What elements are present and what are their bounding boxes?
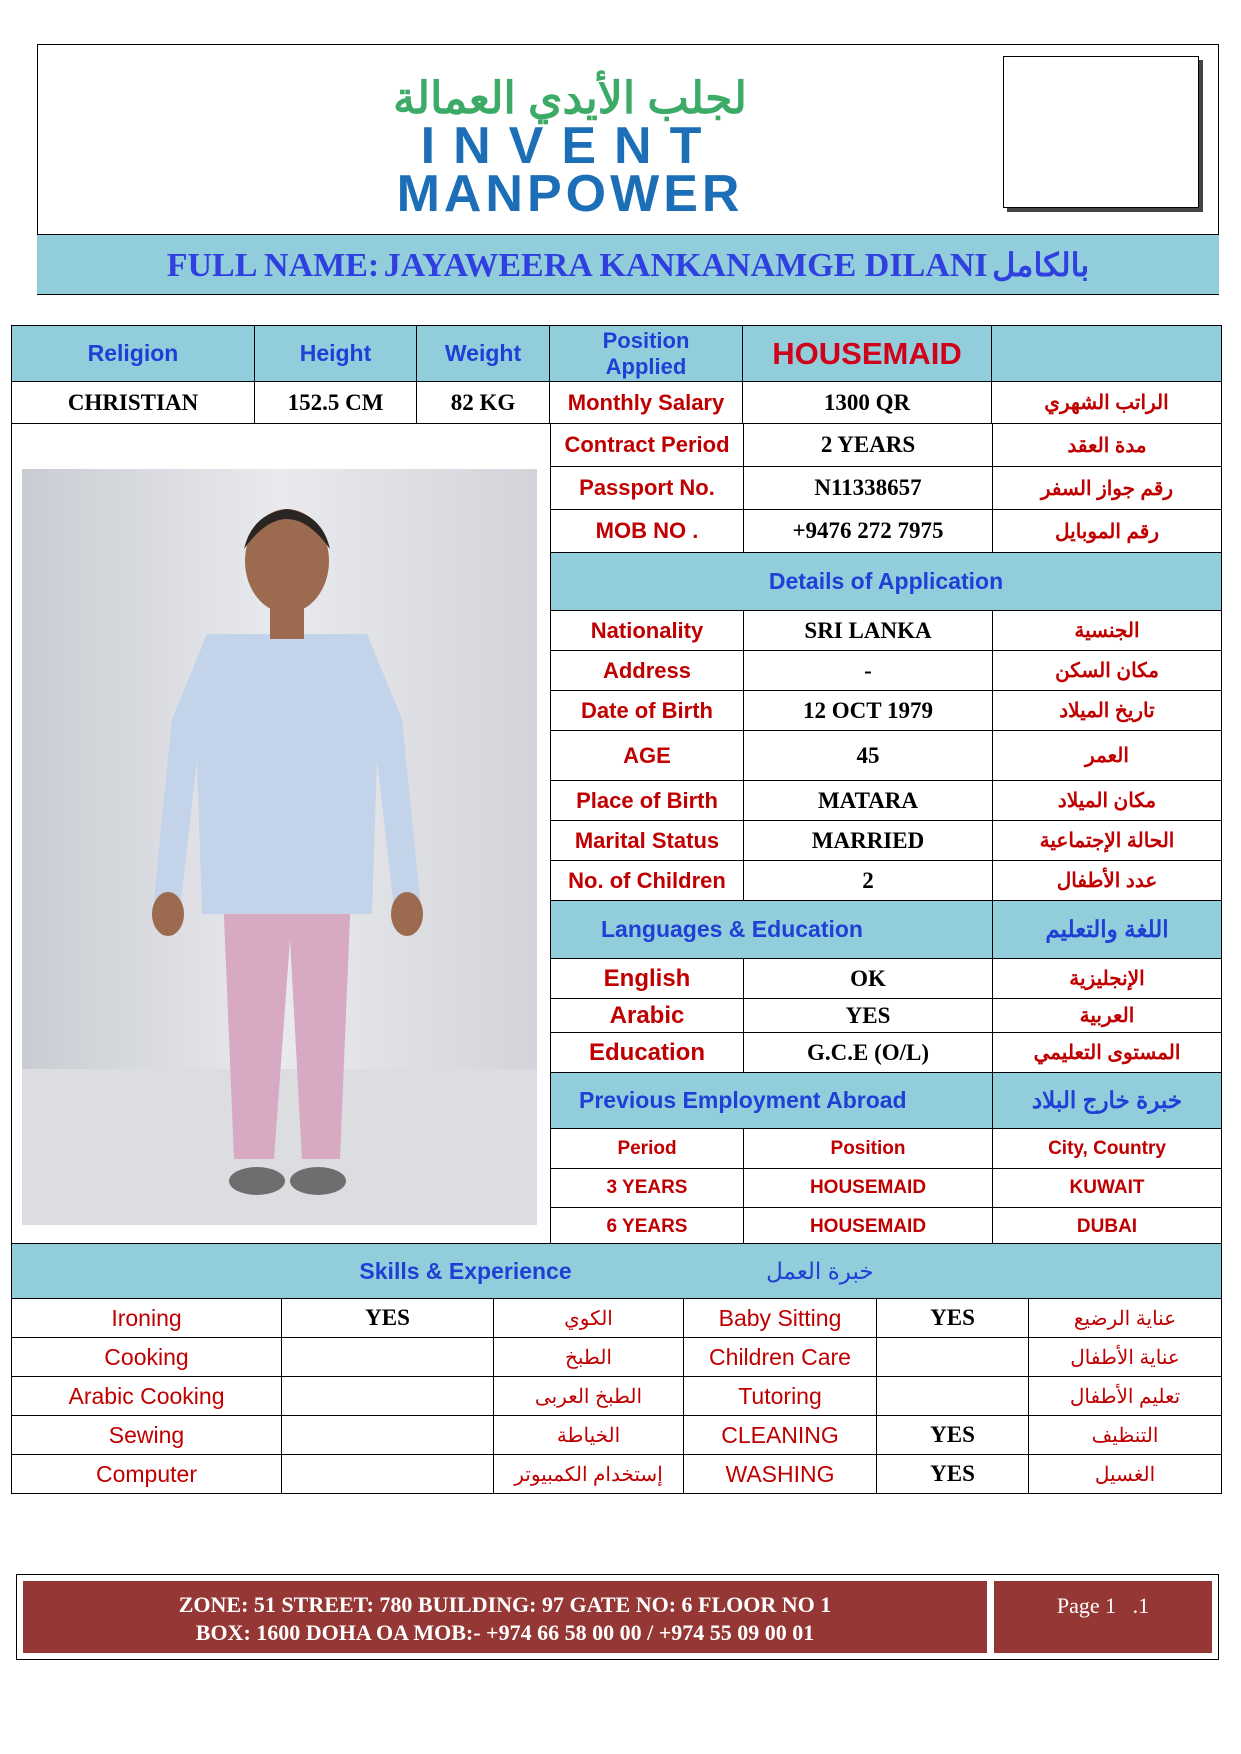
skill-value: YES <box>877 1416 1029 1455</box>
salary-arabic: الراتب الشهري <box>992 382 1222 424</box>
address-value: - <box>744 651 993 691</box>
employment-header: Previous Employment Abroad <box>551 1073 993 1129</box>
skill-value <box>877 1338 1029 1377</box>
skill-value: YES <box>282 1299 494 1338</box>
pob-label: Place of Birth <box>551 781 744 821</box>
employment-row-country: KUWAIT <box>993 1169 1222 1208</box>
marital-arabic: الحالة الإجتماعية <box>993 821 1222 861</box>
employment-row-period: 6 YEARS <box>551 1208 744 1247</box>
top-info-table <box>11 325 1222 424</box>
employment-col-position: Position <box>744 1129 993 1169</box>
logo-line1: INVENT <box>420 117 720 175</box>
english-value: OK <box>744 959 993 999</box>
nationality-arabic: الجنسية <box>993 611 1222 651</box>
skill-label: Arabic Cooking <box>12 1377 282 1416</box>
nationality-value: SRI LANKA <box>744 611 993 651</box>
passport-value: N11338657 <box>744 467 993 510</box>
mobile-value: +9476 272 7975 <box>744 510 993 553</box>
skill-label: Children Care <box>684 1338 877 1377</box>
skill-value <box>877 1377 1029 1416</box>
education-value: G.C.E (O/L) <box>744 1033 993 1073</box>
languages-header-arabic: اللغة والتعليم <box>993 901 1222 959</box>
full-name-label: FULL NAME: <box>166 247 380 284</box>
logo <box>240 74 900 223</box>
address-label: Address <box>551 651 744 691</box>
candidate-photo <box>22 469 537 1225</box>
skill-value <box>282 1416 494 1455</box>
skill-label: CLEANING <box>684 1416 877 1455</box>
dob-arabic: تاريخ الميلاد <box>993 691 1222 731</box>
english-label: English <box>551 959 744 999</box>
skill-value: YES <box>877 1455 1029 1494</box>
skills-header-arabic: خبرة العمل <box>766 1257 874 1284</box>
skill-value <box>282 1377 494 1416</box>
skill-label: Ironing <box>12 1299 282 1338</box>
religion-label: Religion <box>12 326 255 382</box>
salary-value: 1300 QR <box>743 382 992 424</box>
children-arabic: عدد الأطفال <box>993 861 1222 901</box>
dob-value: 12 OCT 1979 <box>744 691 993 731</box>
marital-value: MARRIED <box>744 821 993 861</box>
skill-row <box>12 1416 1222 1455</box>
skill-arabic: عناية الأطفال <box>1029 1338 1222 1377</box>
position-label-line1: Position <box>602 327 690 353</box>
marital-label: Marital Status <box>551 821 744 861</box>
employment-col-period: Period <box>551 1129 744 1169</box>
footer-page-bar <box>994 1581 1212 1653</box>
skill-row <box>12 1299 1222 1338</box>
footer-line2: BOX: 1600 DOHA OA MOB:- +974 66 58 00 00 / +974 55 09 00 01 <box>195 1620 815 1645</box>
skill-row <box>12 1338 1222 1377</box>
full-name-value: JAYAWEERA KANKANAMGE DILANI <box>383 247 988 284</box>
employment-row-country: DUBAI <box>993 1208 1222 1247</box>
age-label: AGE <box>551 731 744 781</box>
employment-row-period: 3 YEARS <box>551 1169 744 1208</box>
details-header: Details of Application <box>551 553 1222 611</box>
religion-value: CHRISTIAN <box>12 382 255 424</box>
position-value: HOUSEMAID <box>743 326 992 382</box>
skill-label: Sewing <box>12 1416 282 1455</box>
skill-arabic: الخياطة <box>494 1416 684 1455</box>
skill-value <box>282 1455 494 1494</box>
education-label: Education <box>551 1033 744 1073</box>
passport-arabic: رقم جواز السفر <box>993 467 1222 510</box>
contract-period-label: Contract Period <box>551 424 744 467</box>
passport-label: Passport No. <box>551 467 744 510</box>
education-arabic: المستوى التعليمي <box>993 1033 1222 1073</box>
pob-value: MATARA <box>744 781 993 821</box>
arabic-value: YES <box>744 999 993 1033</box>
position-label-line2: Applied <box>605 353 687 379</box>
pob-arabic: مكان الميلاد <box>993 781 1222 821</box>
age-value: 45 <box>744 731 993 781</box>
skills-header-cell <box>12 1244 1222 1299</box>
full-name-arabic: بالكامل <box>992 247 1090 283</box>
age-arabic: العمر <box>993 731 1222 781</box>
employment-row-position: HOUSEMAID <box>744 1169 993 1208</box>
skills-table <box>11 1243 1222 1494</box>
contract-period-arabic: مدة العقد <box>993 424 1222 467</box>
arabic-arabic: العربية <box>993 999 1222 1033</box>
position-arabic-empty <box>992 326 1222 382</box>
page-number: Page 1 .1 <box>1056 1593 1150 1618</box>
employment-col-country: City, Country <box>993 1129 1222 1169</box>
skill-arabic: إستخدام الكمبيوتر <box>494 1455 684 1494</box>
skill-label: WASHING <box>684 1455 877 1494</box>
skill-label: Computer <box>12 1455 282 1494</box>
details-table <box>550 423 1222 1247</box>
salary-label: Monthly Salary <box>550 382 743 424</box>
nationality-label: Nationality <box>551 611 744 651</box>
skill-row <box>12 1455 1222 1494</box>
skill-arabic: التنظيف <box>1029 1416 1222 1455</box>
employment-header-arabic: خبرة خارج البلاد <box>993 1073 1222 1129</box>
skill-arabic: الكوي <box>494 1299 684 1338</box>
languages-header: Languages & Education <box>551 901 993 959</box>
children-label: No. of Children <box>551 861 744 901</box>
english-arabic: الإنجليزية <box>993 959 1222 999</box>
footer-address-bar <box>23 1581 987 1653</box>
mobile-label: MOB NO . <box>551 510 744 553</box>
dob-label: Date of Birth <box>551 691 744 731</box>
weight-value: 82 KG <box>417 382 550 424</box>
height-value: 152.5 CM <box>255 382 417 424</box>
logo-line2: MANPOWER <box>396 165 744 223</box>
footer-line1: ZONE: 51 STREET: 780 BUILDING: 97 GATE NO: 6 FLOOR NO 1 <box>178 1592 832 1617</box>
skill-label: Baby Sitting <box>684 1299 877 1338</box>
photo-placeholder <box>1003 56 1199 208</box>
skill-arabic: تعليم الأطفال <box>1029 1377 1222 1416</box>
skill-label: Tutoring <box>684 1377 877 1416</box>
skill-value <box>282 1338 494 1377</box>
skills-header: Skills & Experience <box>359 1257 572 1284</box>
skill-label: Cooking <box>12 1338 282 1377</box>
position-label <box>550 326 743 382</box>
contract-period-value: 2 YEARS <box>744 424 993 467</box>
skill-arabic: الطبخ العربى <box>494 1377 684 1416</box>
arabic-label: Arabic <box>551 999 744 1033</box>
logo-arabic: لجلب الأيدي العمالة <box>393 74 747 123</box>
address-arabic: مكان السكن <box>993 651 1222 691</box>
height-label: Height <box>255 326 417 382</box>
children-value: 2 <box>744 861 993 901</box>
employment-row-position: HOUSEMAID <box>744 1208 993 1247</box>
weight-label: Weight <box>417 326 550 382</box>
mobile-arabic: رقم الموبايل <box>993 510 1222 553</box>
skill-arabic: الطبخ <box>494 1338 684 1377</box>
skill-arabic: عناية الرضيع <box>1029 1299 1222 1338</box>
skill-row <box>12 1377 1222 1416</box>
skill-arabic: الغسيل <box>1029 1455 1222 1494</box>
full-name-bar <box>37 234 1219 295</box>
skill-value: YES <box>877 1299 1029 1338</box>
